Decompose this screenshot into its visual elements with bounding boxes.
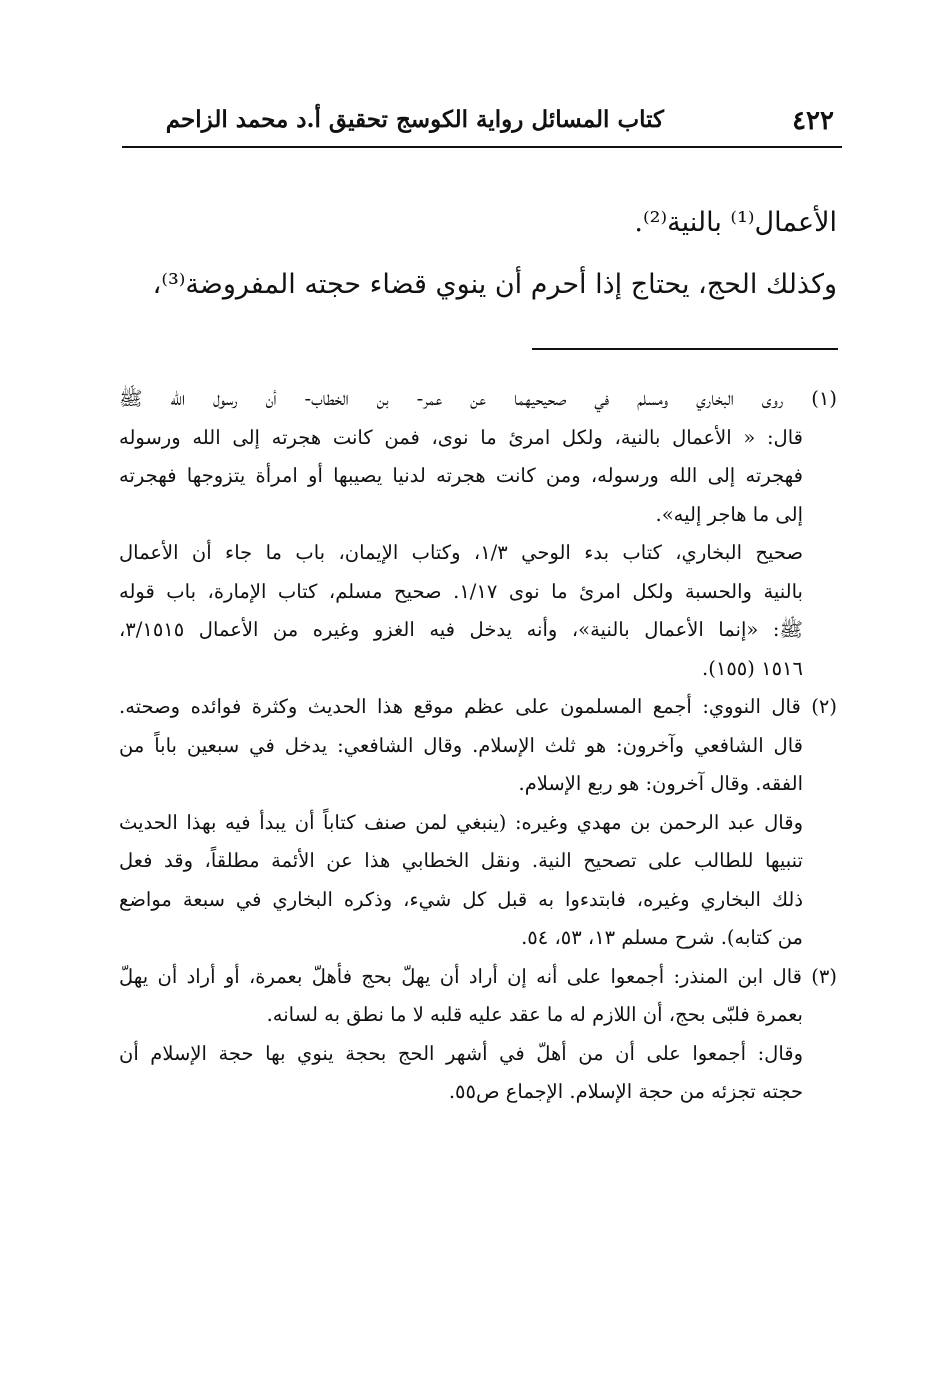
footnote-line: إلى ما هاجر إليه». — [655, 502, 803, 526]
footnote-line: فهجرته إلى الله ورسوله، ومن كانت هجرته لدنيا يصيبها أو امرأة يتزوجها فهجرته — [119, 464, 803, 487]
footnote-2 — [119, 688, 837, 958]
footnote-line: بالنية والحسبة ولكل امرئ ما نوى ١/١٧. صحيح مسلم، كتاب الإمارة، باب قوله — [119, 579, 803, 603]
main-text-line-1: الأعمال⁽¹⁾ بالنية⁽²⁾. — [634, 207, 837, 238]
running-title: كتاب المسائل رواية الكوسج تحقيق أ.د محمد الزاحم — [165, 106, 664, 133]
footnote-line: وقال: أجمعوا على أن من أهلّ في أشهر الحج بحجة ينوي بها حجة الإسلام أن — [119, 1041, 803, 1065]
footnote-3 — [119, 958, 837, 1112]
footnote-1 — [119, 380, 837, 688]
footnote-line: ذلك البخاري وغيره، فابتدءوا به قبل كل شيء، وذكره البخاري في سبعة مواضع — [119, 887, 803, 911]
footnote-line: وقال عبد الرحمن بن مهدي وغيره: (ينبغي لمن صنف كتاباً أن يبدأ فيه بهذا الحديث — [119, 810, 803, 834]
footnote-line: حجته تجزئه من حجة الإسلام. الإجماع ص٥٥. — [448, 1080, 803, 1103]
main-text-line-2: وكذلك الحج، يحتاج إذا أحرم أن ينوي قضاء حجته المفروضة⁽³⁾، — [152, 269, 837, 300]
footnote-line: ﷺ: «إنما الأعمال بالنية»، وأنه يدخل فيه الغزو وغيره من الأعمال ٣/١٥١٥، — [119, 618, 803, 641]
page-header — [122, 106, 842, 146]
footnote-line: الفقه. وقال آخرون: هو ربع الإسلام. — [518, 772, 803, 795]
footnote-line: من كتابه). شرح مسلم ١٣، ٥٣، ٥٤. — [521, 926, 803, 949]
header-rule — [122, 146, 842, 148]
footnote-line: ١٥١٦ (١٥٥). — [702, 656, 803, 680]
footnote-line: (٣) قال ابن المنذر: أجمعوا على أنه إن أراد أن يهلّ بحج فأهلّ بعمرة، أو أراد أن يهلّ — [119, 964, 837, 988]
footnote-separator — [532, 348, 838, 350]
footnote-line: قال: « الأعمال بالنية، ولكل امرئ ما نوى، فمن كانت هجرته إلى الله ورسوله — [119, 425, 803, 449]
footnote-line: قال الشافعي وآخرون: هو ثلث الإسلام. وقال الشافعي: يدخل في سبعين باباً من — [119, 733, 803, 757]
footnote-line: صحيح البخاري، كتاب بدء الوحي ١/٣، وكتاب الإيمان، باب ما جاء أن الأعمال — [119, 541, 803, 564]
footnote-line: تنبيها للطالب على تصحيح النية. ونقل الخطابي هذا عن الأئمة مطلقاً، وقد فعل — [119, 849, 803, 872]
page-number: ٤٢٢ — [792, 106, 834, 136]
footnotes — [119, 380, 837, 1112]
footnote-line: (٢) قال النووي: أجمع المسلمون على عظم موقع هذا الحديث وكثرة فوائده وصحته. — [119, 695, 837, 718]
main-text — [152, 192, 837, 316]
footnote-line: (١) روى البخاري ومسلم في صحيحيهما عن عمر- بن الخطاب- أن رسول الله ﷺ — [119, 387, 837, 410]
footnote-line: بعمرة فلبّى بحج، أن اللازم له ما عقد عليه قلبه لا ما نطق به لسانه. — [266, 1003, 803, 1026]
